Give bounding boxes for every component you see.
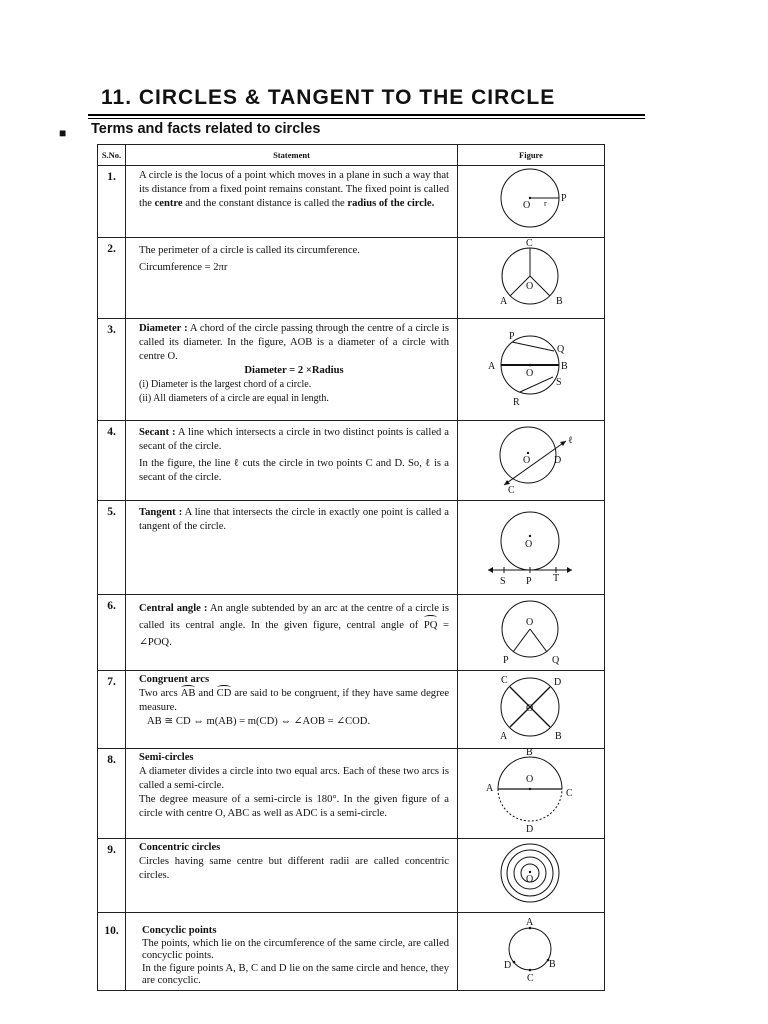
svg-text:A: A: [488, 361, 496, 372]
row-number: 6.: [98, 595, 126, 671]
row-figure: [458, 166, 605, 238]
svg-text:A: A: [526, 917, 534, 928]
circle-radius-figure: [458, 166, 604, 232]
circumference-figure: [458, 238, 604, 313]
svg-text:P: P: [526, 576, 532, 587]
row-statement: The perimeter of a circle is called its circumference. Circumference = 2πr: [126, 238, 458, 319]
svg-text:A: A: [486, 783, 494, 794]
row-statement: A circle is the locus of a point which moves in a plane in such a way that its distance from a fixed point remains constant. The fixed point is called the centre and the constant distance is called the radius of the circle.: [126, 166, 458, 238]
svg-text:P: P: [509, 331, 515, 342]
row-figure: [458, 421, 605, 501]
row-figure: [458, 501, 605, 595]
svg-text:B: B: [526, 749, 533, 758]
row-number: 4.: [98, 421, 126, 501]
table-row: [98, 501, 605, 595]
header-sno: S.No.: [98, 145, 126, 166]
section-subtitle: Terms and facts related to circles: [91, 121, 321, 137]
svg-text:O: O: [526, 617, 534, 628]
svg-text:S: S: [500, 576, 506, 587]
svg-text:A: A: [500, 296, 508, 307]
row-statement: Semi-circles A diameter divides a circle into two equal arcs. Each of these two arcs is called a semi-circle. The degree measure of a semi-circle is 180°. In the given figure of a circle with centre O, ABC as well as ADC is a semi-circle.: [126, 749, 458, 839]
row-figure: [458, 913, 605, 991]
svg-text:C: C: [527, 973, 534, 984]
secant-figure: [458, 421, 604, 495]
row-number: 2.: [98, 238, 126, 319]
svg-text:O: O: [525, 539, 533, 550]
table-row: [98, 595, 605, 671]
row-figure: [458, 749, 605, 839]
svg-text:C: C: [501, 675, 508, 686]
svg-text:B: B: [555, 731, 562, 742]
tangent-figure: [458, 501, 604, 589]
row-figure: [458, 319, 605, 421]
svg-text:T: T: [553, 573, 560, 584]
row-statement: Concentric circles Circles having same centre but different radii are called concentric circles.: [126, 839, 458, 913]
row-number: 5.: [98, 501, 126, 595]
row-number: 8.: [98, 749, 126, 839]
svg-text:O: O: [526, 281, 534, 292]
svg-text:O: O: [526, 368, 534, 379]
row-number: 3.: [98, 319, 126, 421]
svg-text:P: P: [503, 655, 509, 665]
svg-text:B: B: [556, 296, 563, 307]
congruent-arcs-figure: [458, 671, 604, 743]
svg-text:r: r: [544, 199, 547, 208]
table-row: [98, 913, 605, 991]
svg-text:D: D: [554, 455, 562, 466]
table-row: [98, 749, 605, 839]
concentric-circles-figure: [458, 839, 604, 907]
svg-text:O: O: [526, 774, 534, 785]
svg-text:Q: Q: [557, 344, 565, 355]
svg-text:C: C: [566, 788, 573, 799]
row-statement: Concyclic points The points, which lie on the circumference of the same circle, are called concyclic points. In the figure points A, B, C and D lie on the same circle and hence, they are concyclic.: [126, 913, 458, 991]
table-row: [98, 839, 605, 913]
svg-text:S: S: [556, 377, 562, 388]
title-rule: [88, 114, 645, 119]
table-header-row: [98, 145, 605, 166]
row-figure: [458, 671, 605, 749]
row-number: 10.: [98, 913, 126, 991]
svg-text:P: P: [561, 193, 567, 204]
central-angle-figure: [458, 595, 604, 665]
svg-text:D: D: [504, 960, 512, 971]
row-statement: Central angle : An angle subtended by an arc at the centre of a circle is called its central angle. In the given figure, central angle of PQ = ∠POQ.: [126, 595, 458, 671]
semicircle-figure: [458, 749, 604, 833]
svg-text:ℓ: ℓ: [568, 435, 573, 446]
bullet-icon: ■: [59, 126, 67, 140]
svg-text:C: C: [526, 238, 533, 249]
table-row: [98, 671, 605, 749]
svg-text:B: B: [561, 361, 568, 372]
svg-text:O: O: [526, 874, 534, 885]
svg-text:Q: Q: [552, 655, 560, 665]
row-figure: [458, 238, 605, 319]
concyclic-points-figure: [458, 913, 604, 985]
page-title: 11. CIRCLES & TANGENT TO THE CIRCLE: [101, 86, 556, 109]
svg-text:O: O: [523, 455, 531, 466]
svg-text:C: C: [508, 485, 515, 495]
row-number: 7.: [98, 671, 126, 749]
svg-text:B: B: [549, 959, 556, 970]
table-row: [98, 319, 605, 421]
row-statement: Congruent arcs Two arcs AB and CD are said to be congruent, if they have same degree measure. AB ≅ CD ⇔ m(AB) = m(CD) ⇔ ∠AOB = ∠COD.: [126, 671, 458, 749]
svg-text:O: O: [526, 703, 534, 714]
circle-terms-table: [97, 144, 605, 991]
row-number: 9.: [98, 839, 126, 913]
row-figure: [458, 839, 605, 913]
table-row: [98, 421, 605, 501]
svg-text:O: O: [523, 200, 531, 211]
header-statement: Statement: [126, 145, 458, 166]
row-figure: [458, 595, 605, 671]
svg-text:A: A: [500, 731, 508, 742]
header-figure: Figure: [458, 145, 605, 166]
row-number: 1.: [98, 166, 126, 238]
svg-text:D: D: [526, 824, 534, 833]
table-row: [98, 238, 605, 319]
svg-text:D: D: [554, 677, 562, 688]
row-statement: Diameter : A chord of the circle passing through the centre of a circle is called its diameter. In the figure, AOB is a diameter of a circle with centre O. Diameter = 2 ×Radius (i) Diameter is the largest chord of a circle. (ii) All diameters of a circle are equal in length.: [126, 319, 458, 421]
svg-text:R: R: [513, 397, 520, 408]
row-statement: Tangent : A line that intersects the circle in exactly one point is called a tangent of the circle.: [126, 501, 458, 595]
table-row: [98, 166, 605, 238]
diameter-figure: [458, 319, 604, 415]
row-statement: Secant : A line which intersects a circle in two distinct points is called a secant of the circle. In the figure, the line ℓ cuts the circle in two points C and D. So, ℓ is a secant of the circle.: [126, 421, 458, 501]
